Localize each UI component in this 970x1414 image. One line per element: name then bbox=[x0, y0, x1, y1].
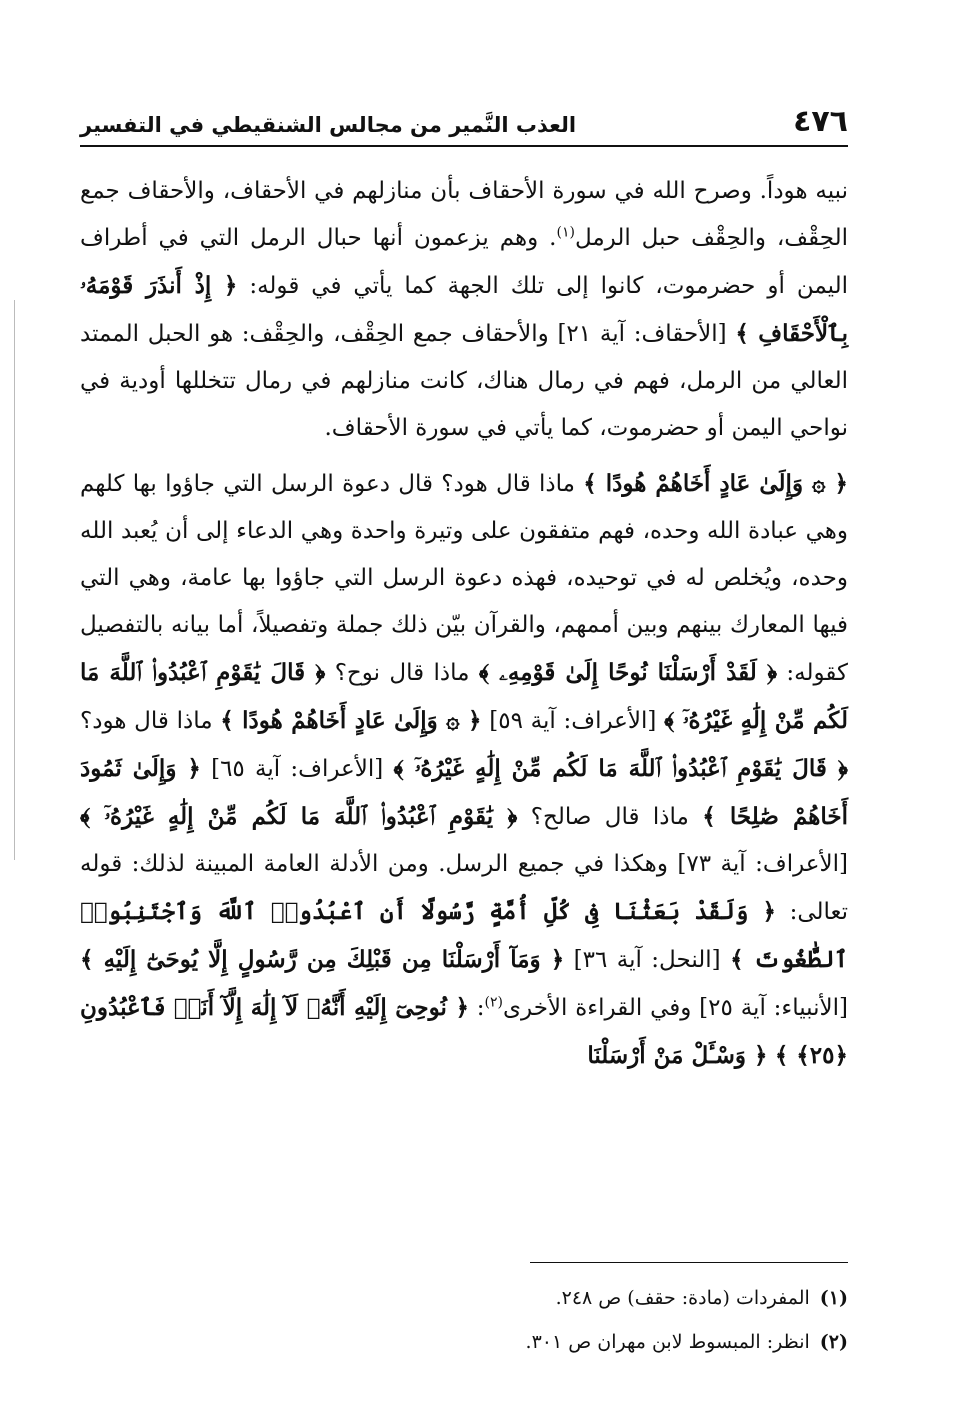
text-run: [النحل: آية ٣٦] bbox=[564, 947, 731, 973]
page-header bbox=[80, 88, 848, 142]
paragraph bbox=[80, 168, 848, 452]
text-run bbox=[768, 1043, 775, 1069]
quran-verse: ﴿ إِذْ أَنذَرَ قَوْمَهُۥ بِٱلْأَحْقَافِ ﴾ bbox=[80, 272, 848, 347]
footnote-text: انظر: المبسوط لابن مهران ص ٣٠١. bbox=[525, 1331, 810, 1353]
text-run: [الأعراف: آية ٦٥] bbox=[200, 756, 394, 782]
page-number: ٤٧٦ bbox=[793, 104, 848, 139]
quran-verse: ﴿ وَلَقَدْ بَعَثْنَا فِى كُلِّ أُمَّةٍ رَّسُولًا أَنِ ٱعْبُدُوا۟ ٱللَّهَ وَٱجْتَنِبُوا۟ ٱلطَّٰغُوتَ ﴾ bbox=[80, 898, 848, 973]
quran-verse: ﴿ وَمَآ أَرْسَلْنَا مِن قَبْلِكَ مِن رَّسُولٍ إِلَّا يُوحَىٰٓ إِلَيْهِ ﴾ bbox=[80, 946, 565, 973]
text-run: ماذا قال صالح؟ bbox=[517, 804, 703, 830]
header-rule bbox=[80, 145, 848, 147]
text-run: [الأعراف: آية ٧٣] وهكذا في جميع الرسل. ومن الأدلة العامة المبينة لذلك: قوله تعالى: bbox=[80, 851, 849, 925]
binding-edge-line bbox=[14, 300, 15, 860]
text-run: نبيه هوداً. وصرح الله في سورة الأحقاف بأن منازلهم في الأحقاف، والأحقاف جمع الحِقْف، والحِقْف حبل الرمل bbox=[80, 178, 848, 251]
text-run: ماذا قال هود؟ قال دعوة الرسل التي جاؤوا بها كلهم وهي عبادة الله وحده، فهم متفقون على وتيرة واحدة وهي الدعاء إلى أن يُعبد الله وحده، ويُخلص له في توحيده، فهذه دعوة الرسل التي جاؤوا بها عامة، وهي التي فيها المعارك بينهم وبين أممهم، والقرآن بيّن ذلك جملة وتفصيلاً، أما بيانه بالتفصيل كقوله: bbox=[80, 471, 848, 686]
quran-verse: ﴿ قَالَ يَٰقَوْمِ ٱعْبُدُوا۟ ٱللَّهَ مَا لَكُم مِّنْ إِلَٰهٍ غَيْرُهُۥٓ ﴾ bbox=[80, 659, 848, 734]
quran-verse: ﴿ وَإِلَىٰ ثَمُودَ أَخَاهُمْ صَٰلِحًا ﴾ bbox=[80, 755, 849, 830]
quran-verse: ﴿ لَقَدْ أَرْسَلْنَا نُوحًا إِلَىٰ قَوْمِهِۦ ﴾ bbox=[478, 659, 778, 686]
footnote-ref: (٢) bbox=[484, 994, 503, 1011]
paragraph bbox=[80, 460, 848, 1080]
quran-verse: ﴿ قَالَ يَٰقَوْمِ ٱعْبُدُوا۟ ٱللَّهَ مَا لَكُم مِّنْ إِلَٰهٍ غَيْرُهُۥٓ ﴾ bbox=[393, 755, 848, 782]
quran-verse: ﴿ يَٰقَوْمِ ٱعْبُدُوا۟ ٱللَّهَ مَا لَكُم مِّنْ إِلَٰهٍ غَيْرُهُۥٓ ﴾ bbox=[80, 803, 518, 830]
footnote-text: المفردات (مادة: حقف) ص ٢٤٨. bbox=[555, 1287, 810, 1309]
quran-verse: ﴿ ۞ وَإِلَىٰ عَادٍ أَخَاهُمْ هُودًا ﴾ bbox=[220, 707, 482, 734]
quran-verse: ﴿ ۞ وَإِلَىٰ عَادٍ أَخَاهُمْ هُودًا ﴾ bbox=[583, 470, 848, 497]
text-run: [الأحقاف: آية ٢١] والأحقاف جمع الحِقْف، والحِقْف: هو الحبل الممتد العالي من الرمل، فهم في رمال هناك، كانت منازلهم في رمال تتخللها أودية في نواحي اليمن أو حضرموت، كما يأتي في سورة الأحقاف. bbox=[80, 321, 848, 441]
text-run: . وهم يزعمون أنها حبال الرمل التي في أطراف اليمن أو حضرموت، كانوا إلى تلك الجهة كما يأتي في قوله: bbox=[80, 225, 848, 299]
text-run: : bbox=[468, 995, 485, 1021]
footnote bbox=[80, 1276, 848, 1320]
quran-verse: ﴿ وَسْـَٔلْ مَنْ أَرْسَلْنَا bbox=[587, 1042, 768, 1069]
footnote bbox=[80, 1320, 848, 1364]
text-run: ماذا قال هود؟ bbox=[80, 708, 221, 734]
footnote-separator bbox=[530, 1262, 848, 1263]
text-run: [الأنبياء: آية ٢٥] وفي القراءة الأخرى bbox=[503, 995, 848, 1021]
text-run: [الأعراف: آية ٥٩] bbox=[481, 708, 665, 734]
running-title: العذب النَّمير من مجالس الشنقيطي في التفسير bbox=[80, 113, 577, 137]
footnote-number: (١) bbox=[819, 1287, 848, 1309]
quran-verse: ﴿ نُوحِىٓ إِلَيْهِ أَنَّهُۥ لَآ إِلَٰهَ إِلَّآ أَنَا۠ فَٱعْبُدُونِ ﴿٢٥﴾ ﴾ bbox=[80, 994, 848, 1069]
footnotes bbox=[80, 1276, 848, 1364]
footnote-ref: (١) bbox=[556, 224, 575, 241]
footnote-number: (٢) bbox=[819, 1331, 848, 1353]
text-run: ماذا قال نوح؟ bbox=[325, 660, 479, 686]
main-text bbox=[80, 168, 848, 1080]
